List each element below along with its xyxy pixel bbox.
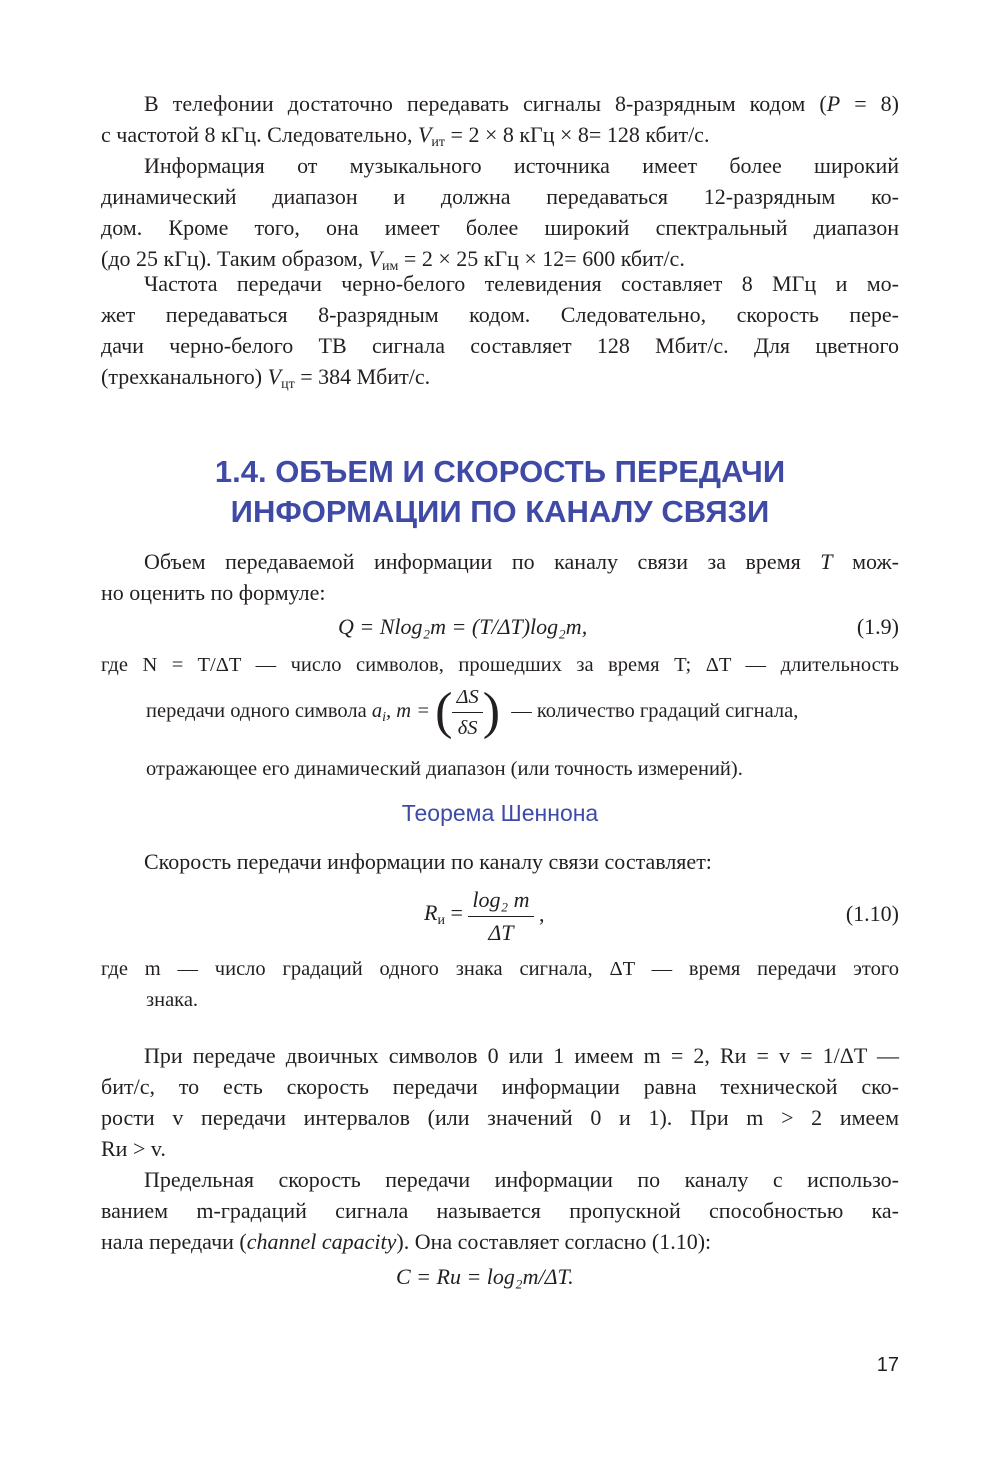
- equation-capacity: C = Rи = log₂m/ΔT.: [396, 1264, 574, 1289]
- eq-fraction: $\frac{\text{log₂ m}}{\Delta T}$: [468, 884, 533, 949]
- where-clause-2: [101, 954, 899, 1016]
- text-line: Объем передаваемой информации по каналу связи за время T мож-: [144, 549, 899, 574]
- fraction-bracket: (: [435, 683, 453, 741]
- text-line: (трехканального) $V_{цт} = 384$ Мбит/с.: [101, 364, 431, 392]
- text-line: Rи > v.: [101, 1136, 166, 1161]
- text-line: нала передачи (channel capacity). Она составляет согласно (1.10):: [101, 1229, 712, 1254]
- paragraph-rate: Скорость передачи информации по каналу связи составляет:: [144, 849, 712, 874]
- section-heading-line1: 1.4. ОБЪЕМ И СКОРОСТЬ ПЕРЕДАЧИ: [214, 454, 786, 489]
- text-line: (до 25 кГц). Таким образом, $V_{им} = 2 \times 25$ кГц × 12= 600 кбит/с.: [101, 246, 685, 274]
- equation-1-10: $R_и$ = $\frac{\text{log₂ m}}{\Delta T}$ ,: [424, 884, 545, 949]
- subsection-heading: Теорема Шеннона: [401, 800, 599, 826]
- text-line: дом. Кроме того, она имеет более широкий спектральный диапазон: [101, 215, 899, 240]
- text-line: динамический диапазон и должна передаваться 12-разрядным ко-: [101, 184, 899, 209]
- paragraph-volume: [101, 546, 899, 608]
- paragraph-capacity: [101, 1164, 899, 1257]
- paragraph-telephony: [101, 88, 899, 150]
- eq-lhs: $R_и$ =: [424, 899, 463, 928]
- text-line: Частота передачи черно-белого телевидения составляет 8 МГц и мо-: [144, 271, 899, 296]
- text-line: В телефонии достаточно передавать сигналы 8-разрядным кодом (P = 8): [144, 91, 900, 116]
- paragraph-music: [101, 150, 899, 274]
- equation-number-1-10: (1.10): [845, 901, 899, 926]
- paragraph-television: [101, 268, 899, 392]
- paragraph-binary: [101, 1040, 899, 1164]
- text-line: Предельная скорость передачи информации по каналу с использо-: [144, 1167, 899, 1192]
- page-number: 17: [876, 1354, 899, 1376]
- text-line: Информация от музыкального источника имеет более широкий: [144, 153, 899, 178]
- fraction-bracket: ): [482, 683, 501, 741]
- equation-1-9: Q = Nlog₂m = (T/ΔT)log₂m,: [338, 614, 588, 639]
- text-line: знака.: [146, 989, 199, 1011]
- text-line: где N = T/ΔT — число символов, прошедших за время T; ΔT — длительность: [101, 654, 899, 676]
- text-line: дачи черно-белого ТВ сигнала составляет 128 Мбит/с. Для цветного: [101, 333, 899, 358]
- text-line: При передаче двоичных символов 0 или 1 имеем m = 2, Rи = v = 1/ΔT —: [144, 1043, 899, 1068]
- text-line: но оценить по формуле:: [101, 580, 326, 605]
- where-clause-line3: отражающее его динамический диапазон (или точность измерений).: [146, 758, 743, 780]
- equation-number-1-9: (1.9): [856, 614, 899, 639]
- section-heading-line2: ИНФОРМАЦИИ ПО КАНАЛУ СВЯЗИ: [230, 494, 770, 529]
- text-line: с частотой 8 кГц. Следовательно, $V_{ит} = 2 \times 8$ кГц × 8= 128 кбит/с.: [101, 122, 710, 150]
- text-line: где m — число градаций одного знака сигнала, ΔT — время передачи этого: [101, 958, 899, 980]
- text-line: бит/с, то есть скорость передачи информации равна технической ско-: [101, 1074, 899, 1099]
- section-heading: [100, 452, 900, 532]
- text-line: ванием m-градаций сигнала называется пропускной способностью ка-: [101, 1198, 899, 1223]
- where-clause-line2: передачи одного символа $a_i$, m = ( $\frac{\Delta S}{\delta S}$ ) — количество градаций сигнала,: [146, 676, 899, 747]
- text-line: жет передаваться 8-разрядным кодом. Следовательно, скорость пере-: [101, 302, 899, 327]
- text-line: рости v передачи интервалов (или значений 0 и 1). При m > 2 имеем: [101, 1105, 899, 1130]
- fraction-delta-s: $\frac{\Delta S}{\delta S}$: [452, 682, 482, 743]
